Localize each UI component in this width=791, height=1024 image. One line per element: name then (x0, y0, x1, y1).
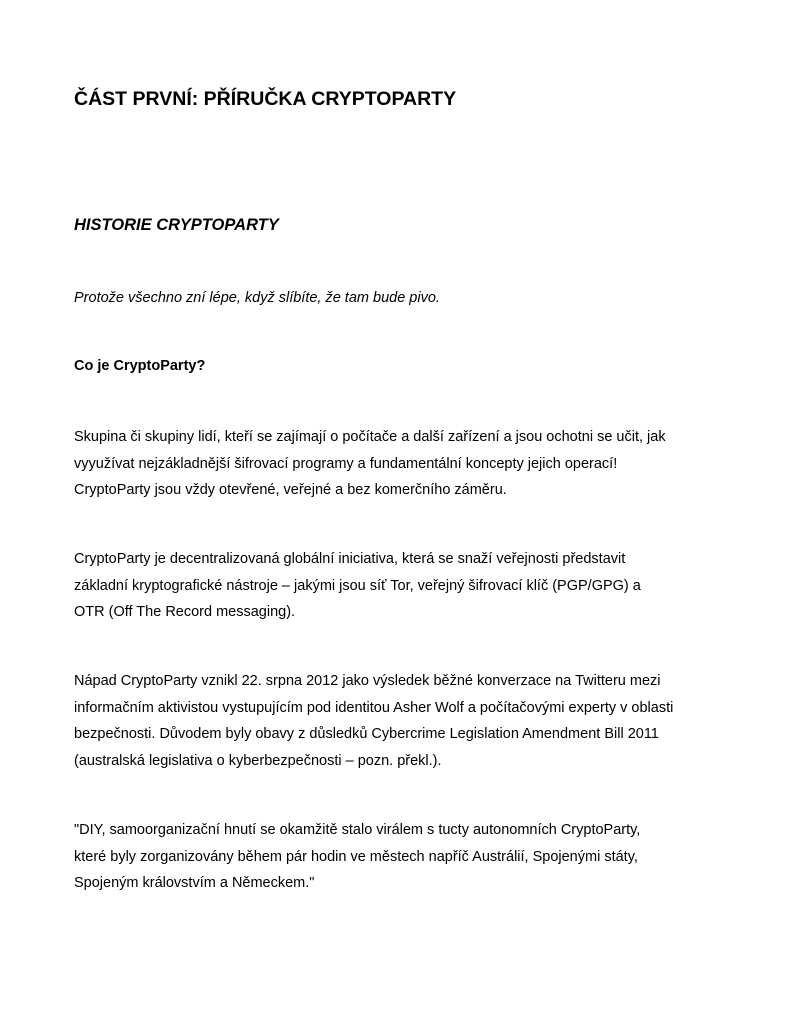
question-heading: Co je CryptoParty? (74, 358, 206, 374)
paragraph-quote (74, 817, 734, 897)
section-title: HISTORIE CRYPTOPARTY (74, 216, 279, 234)
paragraph-line: Nápad CryptoParty vznikl 22. srpna 2012 jako výsledek běžné konverzace na Twitteru mezi (74, 673, 661, 689)
paragraph-global-initiative (74, 546, 734, 626)
paragraph-line: OTR (Off The Record messaging). (74, 604, 296, 620)
paragraph-what-is-cryptoparty (74, 424, 734, 504)
paragraph-line: Spojeným královstvím a Německem." (74, 875, 315, 891)
paragraph-line: bezpečnosti. Důvodem byly obavy z důsledků Cybercrime Legislation Amendment Bill 2011 (74, 726, 659, 742)
paragraph-origin (74, 668, 734, 774)
paragraph-line: CryptoParty jsou vždy otevřené, veřejné a bez komerčního záměru. (74, 482, 507, 498)
paragraph-line: Skupina či skupiny lidí, kteří se zajímají o počítače a další zařízení a jsou ochotni se učit, jak (74, 429, 666, 445)
motto: Protože všechno zní lépe, když slíbíte, že tam bude pivo. (74, 290, 440, 306)
paragraph-line: "DIY, samoorganizační hnutí se okamžitě stalo virálem s tucty autonomních CryptoParty, (74, 822, 641, 838)
paragraph-line: (australská legislativa o kyberbezpečnosti – pozn. překl.). (74, 752, 442, 769)
part-title: ČÁST PRVNÍ: PŘÍRUČKA CRYPTOPARTY (74, 88, 457, 110)
paragraph-line: které byly zorganizovány během pár hodin ve městech napříč Austrálií, Spojenými státy, (74, 848, 638, 865)
paragraph-line: informačním aktivistou vystupujícím pod identitou Asher Wolf a počítačovými experty v oblasti (74, 699, 674, 716)
paragraph-line: základní kryptografické nástroje – jakými jsou síť Tor, veřejný šifrovací klíč (PGP/GPG) a (74, 577, 641, 594)
paragraph-line: vyyužívat nejzákladnější šifrovací programy a fundamentální koncepty jejich operací! (74, 455, 618, 472)
paragraph-line: CryptoParty je decentralizovaná globální iniciativa, která se snaží veřejnosti představit (74, 551, 626, 567)
